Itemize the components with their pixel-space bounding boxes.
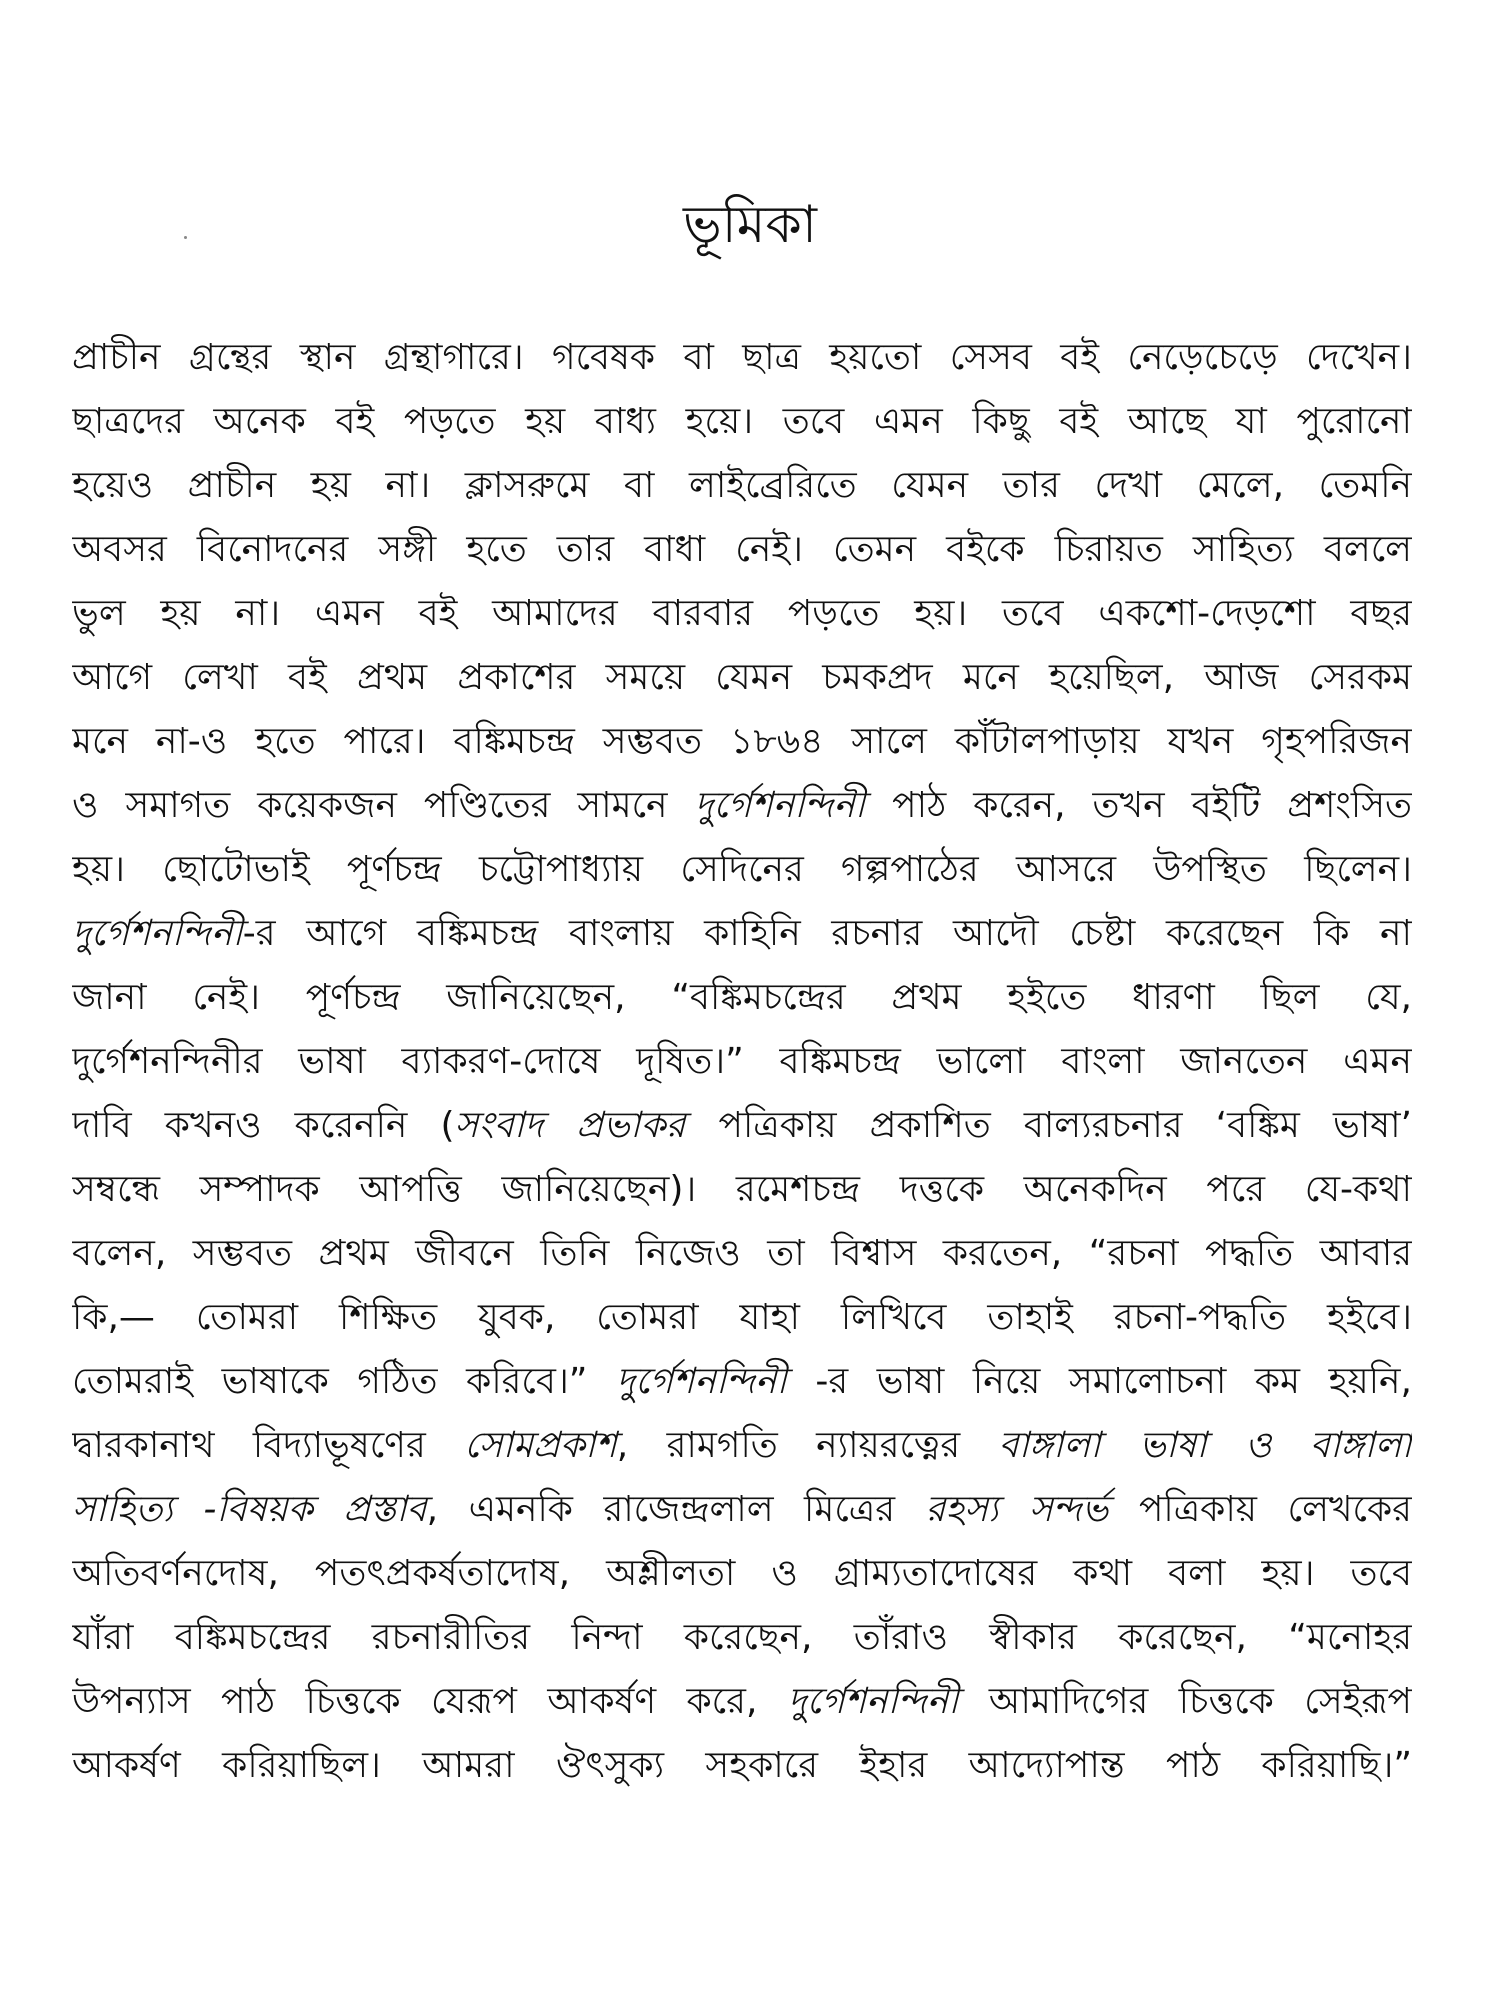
italic-title: দুর্গেশনন্দিনী: [616, 1361, 787, 1402]
text-segment: -র আগে বঙ্কিমচন্দ্র বাংলায় কাহিনি রচনার আদৌ চেষ্টা করেছেন কি না: [242, 913, 1412, 954]
text-segment: কি,— তোমরা শিক্ষিত যুবক, তোমরা যাহা লিখিবে তাহাই রচনা-পদ্ধতি হইবে।: [72, 1297, 1412, 1338]
text-segment: আগে লেখা বই প্রথম প্রকাশের সময়ে যেমন চমকপ্রদ মনে হয়েছিল, আজ সেরকম: [72, 657, 1412, 698]
text-segment: পাঠ করেন, তখন বইটি প্রশংসিত: [865, 785, 1412, 826]
text-segment: প্রাচীন গ্রন্থের স্থান গ্রন্থাগারে। গবেষক বা ছাত্র হয়তো সেসব বই নেড়েচেড়ে দেখেন।: [72, 337, 1412, 378]
italic-title: বাঙ্গালা ভাষা ও বাঙ্গালা: [998, 1425, 1412, 1466]
text-line: [72, 390, 1412, 454]
text-line: [72, 838, 1412, 902]
text-line: [72, 582, 1412, 646]
text-segment: হয়। ছোটোভাই পূর্ণচন্দ্র চট্টোপাধ্যায় সেদিনের গল্পপাঠের আসরে উপস্থিত ছিলেন।: [72, 849, 1412, 890]
text-line: [72, 966, 1412, 1030]
italic-title: দুর্গেশনন্দিনী: [787, 1681, 959, 1722]
text-segment: ছাত্রদের অনেক বই পড়তে হয় বাধ্য হয়ে। তবে এমন কিছু বই আছে যা পুরোনো: [72, 401, 1412, 442]
text-segment: , এমনকি রাজেন্দ্রলাল মিত্রের: [426, 1489, 926, 1530]
text-segment: আকর্ষণ করিয়াছিল। আমরা ঔৎসুক্য সহকারে ইহার আদ্যোপান্ত পাঠ করিয়াছি।”: [72, 1745, 1412, 1786]
text-line: [72, 1286, 1412, 1350]
body-paragraph: [72, 326, 1412, 1798]
text-line: [72, 326, 1412, 390]
text-segment: মনে না-ও হতে পারে। বঙ্কিমচন্দ্র সম্ভবত ১৮৬৪ সালে কাঁটালপাড়ায় যখন গৃহপরিজন: [72, 721, 1412, 762]
text-segment: দাবি কখনও করেননি (: [72, 1105, 455, 1146]
text-line: [72, 1606, 1412, 1670]
text-segment: অবসর বিনোদনের সঙ্গী হতে তার বাধা নেই। তেমন বইকে চিরায়ত সাহিত্য বললে: [72, 529, 1412, 570]
text-segment: সম্বন্ধে সম্পাদক আপত্তি জানিয়েছেন)। রমেশচন্দ্র দত্তকে অনেকদিন পরে যে-কথা: [72, 1169, 1412, 1210]
text-segment: ভুল হয় না। এমন বই আমাদের বারবার পড়তে হয়। তবে একশো-দেড়শো বছর: [72, 593, 1412, 634]
text-segment: আমাদিগের চিত্তকে সেইরূপ: [958, 1681, 1412, 1722]
text-segment: পত্রিকায় লেখকের: [1108, 1489, 1412, 1530]
text-line: [72, 518, 1412, 582]
text-line: [72, 1734, 1412, 1798]
text-segment: দুর্গেশনন্দিনীর ভাষা ব্যাকরণ-দোষে দূষিত।” বঙ্কিমচন্দ্র ভালো বাংলা জানতেন এমন: [72, 1041, 1412, 1082]
text-line: [72, 454, 1412, 518]
text-line: [72, 1670, 1412, 1734]
italic-title: সাহিত্য -বিষয়ক প্রস্তাব: [72, 1489, 427, 1530]
text-segment: হয়েও প্রাচীন হয় না। ক্লাসরুমে বা লাইব্রেরিতে যেমন তার দেখা মেলে, তেমনি: [72, 465, 1412, 506]
text-line: [72, 774, 1412, 838]
text-segment: অতিবর্ণনদোষ, পতৎপ্রকর্ষতাদোষ, অশ্লীলতা ও গ্রাম্যতাদোষের কথা বলা হয়। তবে: [72, 1553, 1412, 1594]
text-segment: জানা নেই। পূর্ণচন্দ্র জানিয়েছেন, “বঙ্কিমচন্দ্রের প্রথম হইতে ধারণা ছিল যে,: [72, 977, 1412, 1018]
text-line: [72, 1030, 1412, 1094]
italic-title: দুর্গেশনন্দিনী: [694, 785, 866, 826]
text-segment: বলেন, সম্ভবত প্রথম জীবনে তিনি নিজেও তা বিশ্বাস করতেন, “রচনা পদ্ধতি আবার: [72, 1233, 1412, 1274]
text-line: [72, 1094, 1412, 1158]
text-line: [72, 710, 1412, 774]
text-segment: তোমরাই ভাষাকে গঠিত করিবে।”: [72, 1361, 617, 1402]
text-segment: উপন্যাস পাঠ চিত্তকে যেরূপ আকর্ষণ করে,: [72, 1681, 788, 1722]
text-line: [72, 1158, 1412, 1222]
text-line: [72, 1478, 1412, 1542]
text-segment: পত্রিকায় প্রকাশিত বাল্যরচনার ‘বঙ্কিম ভাষা’: [685, 1105, 1412, 1146]
italic-title: দুর্গেশনন্দিনী: [72, 913, 243, 954]
text-segment: দ্বারকানাথ বিদ্যাভূষণের: [72, 1425, 465, 1466]
text-line: [72, 1414, 1412, 1478]
text-line: [72, 1542, 1412, 1606]
page-title: ভূমিকা: [683, 195, 817, 255]
text-segment: , রামগতি ন্যায়রত্নের: [616, 1425, 999, 1466]
italic-title: সংবাদ প্রভাকর: [454, 1105, 686, 1146]
text-line: [72, 1222, 1412, 1286]
text-segment: যাঁরা বঙ্কিমচন্দ্রের রচনারীতির নিন্দা করেছেন, তাঁরাও স্বীকার করেছেন, “মনোহর: [72, 1617, 1412, 1658]
text-line: [72, 646, 1412, 710]
italic-title: সোমপ্রকাশ: [464, 1425, 617, 1466]
text-line: [72, 902, 1412, 966]
text-line: [72, 1350, 1412, 1414]
text-segment: -র ভাষা নিয়ে সমালোচনা কম হয়নি,: [786, 1361, 1412, 1402]
text-segment: ও সমাগত কয়েকজন পণ্ডিতের সামনে: [72, 785, 695, 826]
italic-title: রহস্য সন্দর্ভ: [925, 1489, 1109, 1530]
